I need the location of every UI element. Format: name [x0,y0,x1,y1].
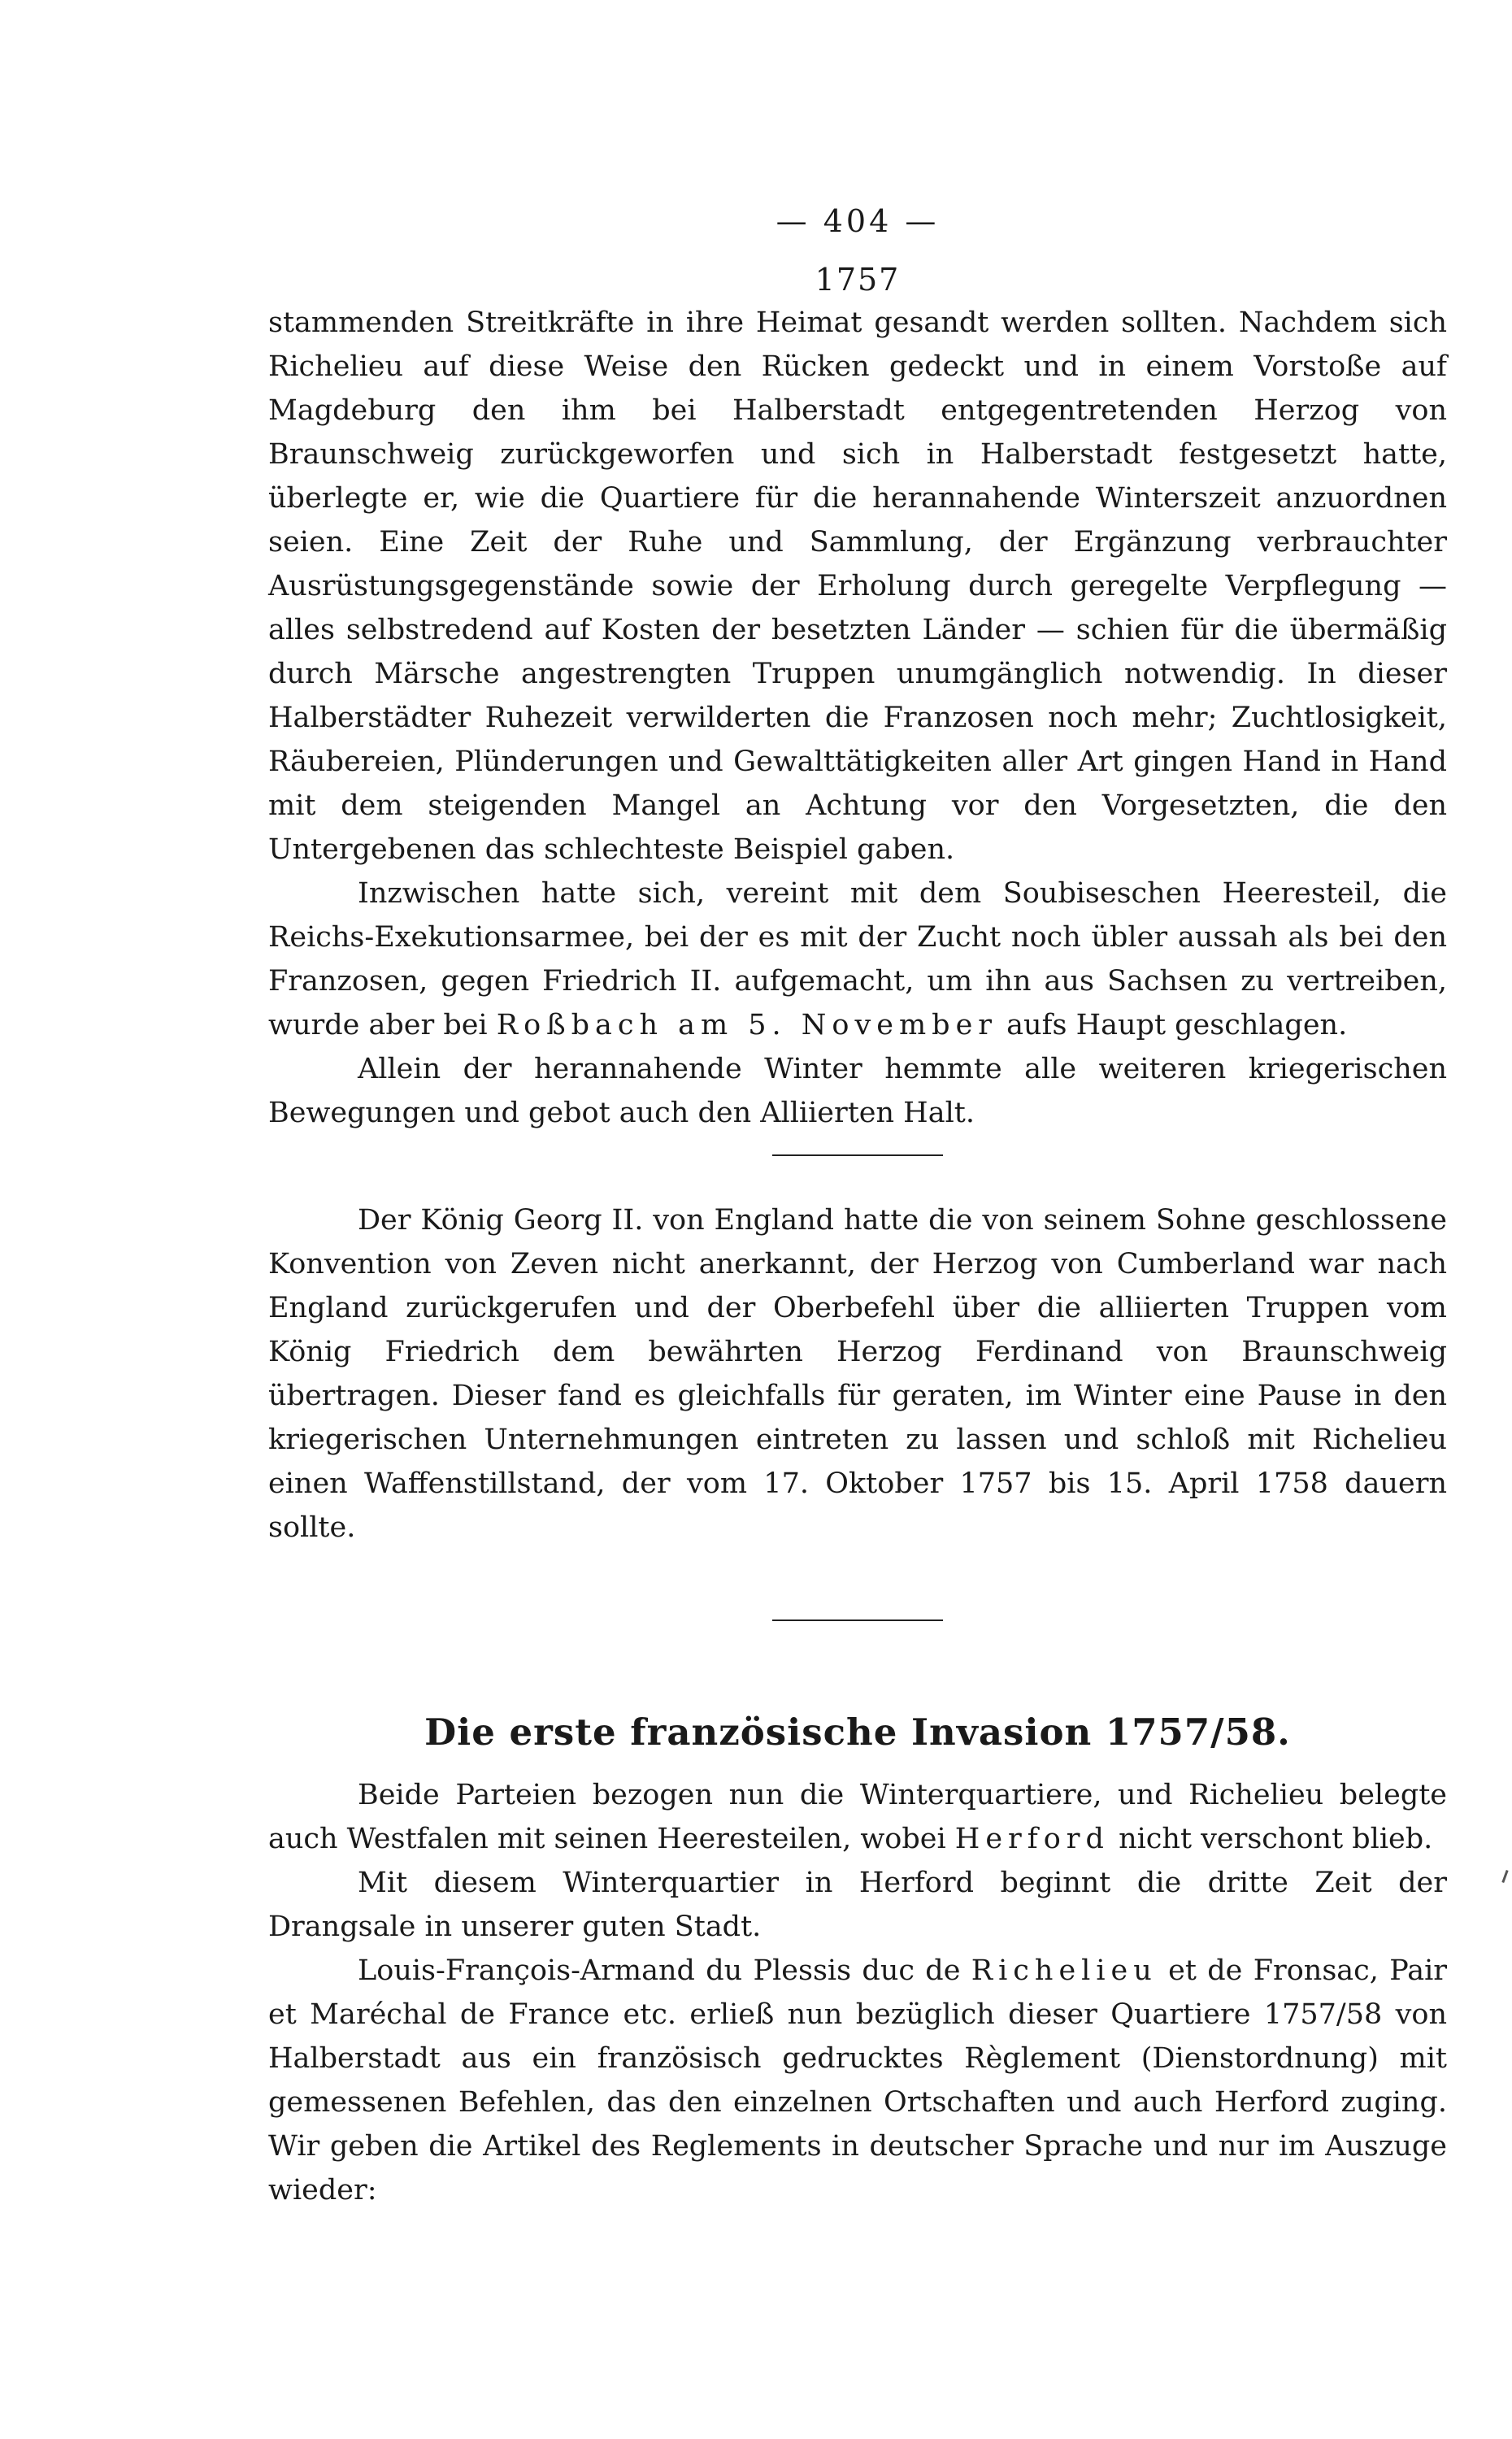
page [268,203,1447,2212]
section-title: Die erste französische Invasion 1757/58. [424,1711,1291,1754]
section-divider-1 [772,1154,943,1156]
richelieu-spaced-text: Richelieu [971,1954,1158,1987]
rossbach-spaced-text: Roßbach am 5. November [496,1009,998,1041]
paragraph-georg: Der König Georg II. von England hatte die von seinem Sohne geschlossene Konvention von Zeven nicht anerkannt, der Herzog von Cumberland war nach England zurückgerufen und der Oberbefehl über die alliierten Truppen vom König Friedrich dem bewährten Herzog Ferdinand von Braunschweig übertragen. Dieser fand es gleichfalls für geraten, im Winter eine Pause in den kriegerischen Unternehmungen eintreten zu lassen und schloß mit Richelieu einen Waffenstillstand, der vom 17. Oktober 1757 bis 15. April 1758 dauern sollte. [268,1204,1447,1544]
margin-pencil-mark [1501,1870,1508,1883]
paragraph-winter: Allein der herannahende Winter hemmte alle weiteren kriegerischen Bewegungen und gebot auch den Alliierten Halt. [268,1053,1447,1129]
rossbach-text-before: Inzwischen hatte sich, vereint mit dem Soubiseschen Heeresteil, die Reichs-Exekutionsarmee, bei der es mit der Zucht noch übler aussah als bei den Franzosen, gegen Friedrich II. aufgemacht, um ihn aus Sachsen zu vertreiben, wurde aber bei [268,877,1447,1041]
paragraph-rossbach [268,872,1447,1047]
rossbach-text-after: aufs Haupt geschlagen. [997,1009,1348,1041]
page-number: — 404 — [776,203,940,239]
section-divider-2 [772,1619,943,1621]
paragraph-drangsale: Mit diesem Winterquartier in Herford beginnt die dritte Zeit der Drangsale in unserer guten Stadt. [268,1867,1447,1943]
paragraph-reglement [268,1949,1447,2212]
winterquartiere-text-after: nicht verschont blieb. [1109,1823,1433,1855]
year-heading: 1757 [815,262,901,298]
reglement-text-before: Louis-François-Armand du Plessis duc de [358,1954,971,1987]
reglement-text-after: et de Fronsac, Pair et Maréchal de France etc. erließ nun bezüglich dieser Quartiere 1757/58 von Halberstadt aus ein französisch gedrucktes Règlement (Dienstordnung) mit gemessenen Befehlen, das den einzelnen Ortschaften und auch Herford zuging. Wir geben die Artikel des Reglements in deutscher Sprache und nur im Auszuge wieder: [268,1954,1447,2206]
winterquartiere-text-before: Beide Parteien bezogen nun die Winterquartiere, und Richelieu belegte auch Westfalen mit seinen Heeresteilen, wobei [268,1779,1447,1855]
paragraph-winterquartiere [268,1773,1447,1861]
herford-spaced-text: Herford [954,1823,1110,1855]
paragraph-halberstadt: stammenden Streitkräfte in ihre Heimat gesandt werden sollten. Nachdem sich Richelieu auf diese Weise den Rücken gedeckt und in einem Vorstoße auf Magdeburg den ihm bei Halberstadt entgegentretenden Herzog von Braunschweig zurückgeworfen und sich in Halberstadt festgesetzt hatte, überlegte er, wie die Quartiere für die herannahende Winterszeit anzuordnen seien. Eine Zeit der Ruhe und Sammlung, der Ergänzung verbrauchter Ausrüstungsgegenstände sowie der Erholung durch geregelte Verpflegung — alles selbstredend auf Kosten der besetzten Länder — schien für die übermäßig durch Märsche angestrengten Truppen unumgänglich notwendig. In dieser Halberstädter Ruhezeit verwilderten die Franzosen noch mehr; Zuchtlosigkeit, Räubereien, Plünderungen und Gewalttätigkeiten aller Art gingen Hand in Hand mit dem steigenden Mangel an Achtung vor den Vorgesetzten, die den Untergebenen das schlechteste Beispiel gaben. [268,307,1447,866]
